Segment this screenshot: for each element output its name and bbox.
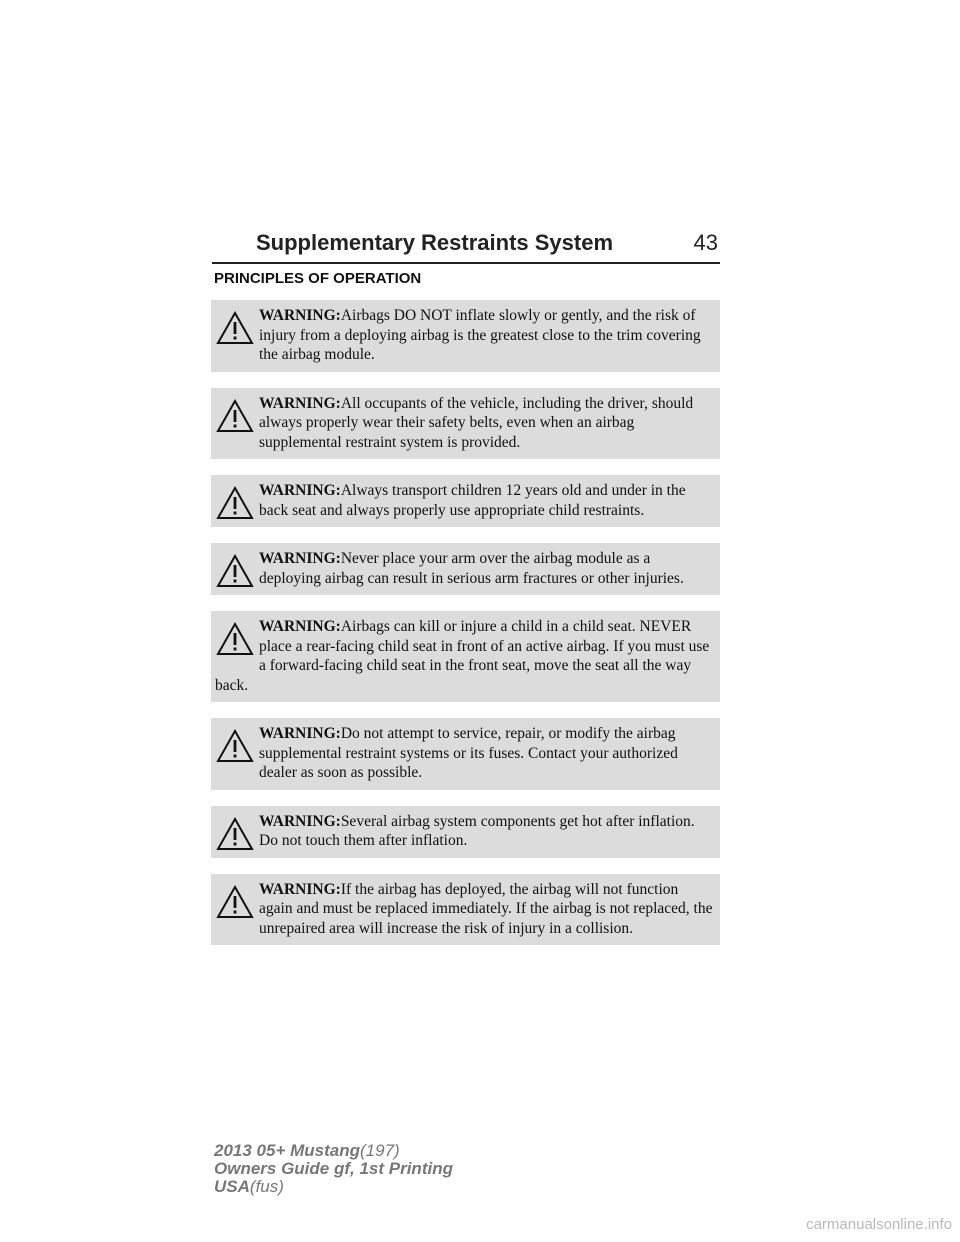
warning-label: WARNING: [259,550,341,567]
watermark: carmanualsonline.info [806,1216,952,1233]
warning-triangle-icon [215,726,255,766]
warning-box [211,611,720,702]
warning-triangle-icon [215,551,255,591]
footer-model-code: (197) [360,1141,400,1160]
warning-text: Airbags can kill or injure a child in a child seat. NEVER place a rear-facing child seat in front of an active airbag. If you must use a forward-facing child seat in the front seat, move the seat all the way back. [215,618,710,694]
warning-box [211,475,720,527]
print-footer [214,1142,453,1196]
warnings-list [211,300,720,961]
warning-text: If the airbag has deployed, the airbag will not function again and must be replaced immediately. If the airbag is not replaced, the unrepaired area will increase the risk of injury in a collision. [259,880,713,937]
section-title: PRINCIPLES OF OPERATION [214,270,422,287]
warning-label: WARNING: [259,618,341,635]
warning-label: WARNING: [259,812,341,830]
footer-model: 2013 05+ Mustang [214,1141,360,1160]
warning-text: Several airbag system components get hot after inflation. Do not touch them after inflation. [259,812,695,849]
page-number: 43 [693,230,718,255]
warning-triangle-icon [215,483,255,523]
warning-label: WARNING: [259,725,341,742]
warning-label: WARNING: [259,394,341,412]
warning-box [211,388,720,460]
warning-text: Airbags DO NOT inflate slowly or gently, and the risk of injury from a deploying airbag is the greatest close to the trim covering the airbag module. [259,307,701,363]
warning-triangle-icon [215,619,255,659]
warning-text: All occupants of the vehicle, including the driver, should always properly wear their safety belts, even when an airbag supplemental restraint system is provided. [259,394,694,451]
footer-line-3 [214,1178,453,1196]
warning-text: Always transport children 12 years old and under in the back seat and always properly use appropriate child restraints. [259,482,686,519]
warning-label: WARNING: [259,307,341,324]
warning-triangle-icon [215,882,255,922]
header-title: Supplementary Restraints System [256,230,614,255]
warning-text: Never place your arm over the airbag module as a deploying airbag can result in serious arm fractures or other injuries. [259,550,684,587]
warning-box [211,543,720,595]
warning-box [211,806,720,858]
footer-market: USA [214,1177,250,1196]
warning-text: Do not attempt to service, repair, or modify the airbag supplemental restraint systems or its fuses. Contact your authorized dealer as soon as possible. [259,725,678,781]
page-header [212,228,720,264]
warning-box [211,300,720,372]
footer-line-1 [214,1142,453,1160]
footer-line-2 [214,1160,453,1178]
footer-market-code: (fus) [249,1177,284,1196]
warning-triangle-icon [215,396,255,436]
warning-box [211,874,720,946]
footer-edition: Owners Guide gf, 1st Printing [214,1159,453,1178]
warning-triangle-icon [215,814,255,854]
warning-label: WARNING: [259,482,341,499]
warning-box [211,718,720,790]
warning-label: WARNING: [259,880,341,898]
warning-triangle-icon [215,308,255,348]
